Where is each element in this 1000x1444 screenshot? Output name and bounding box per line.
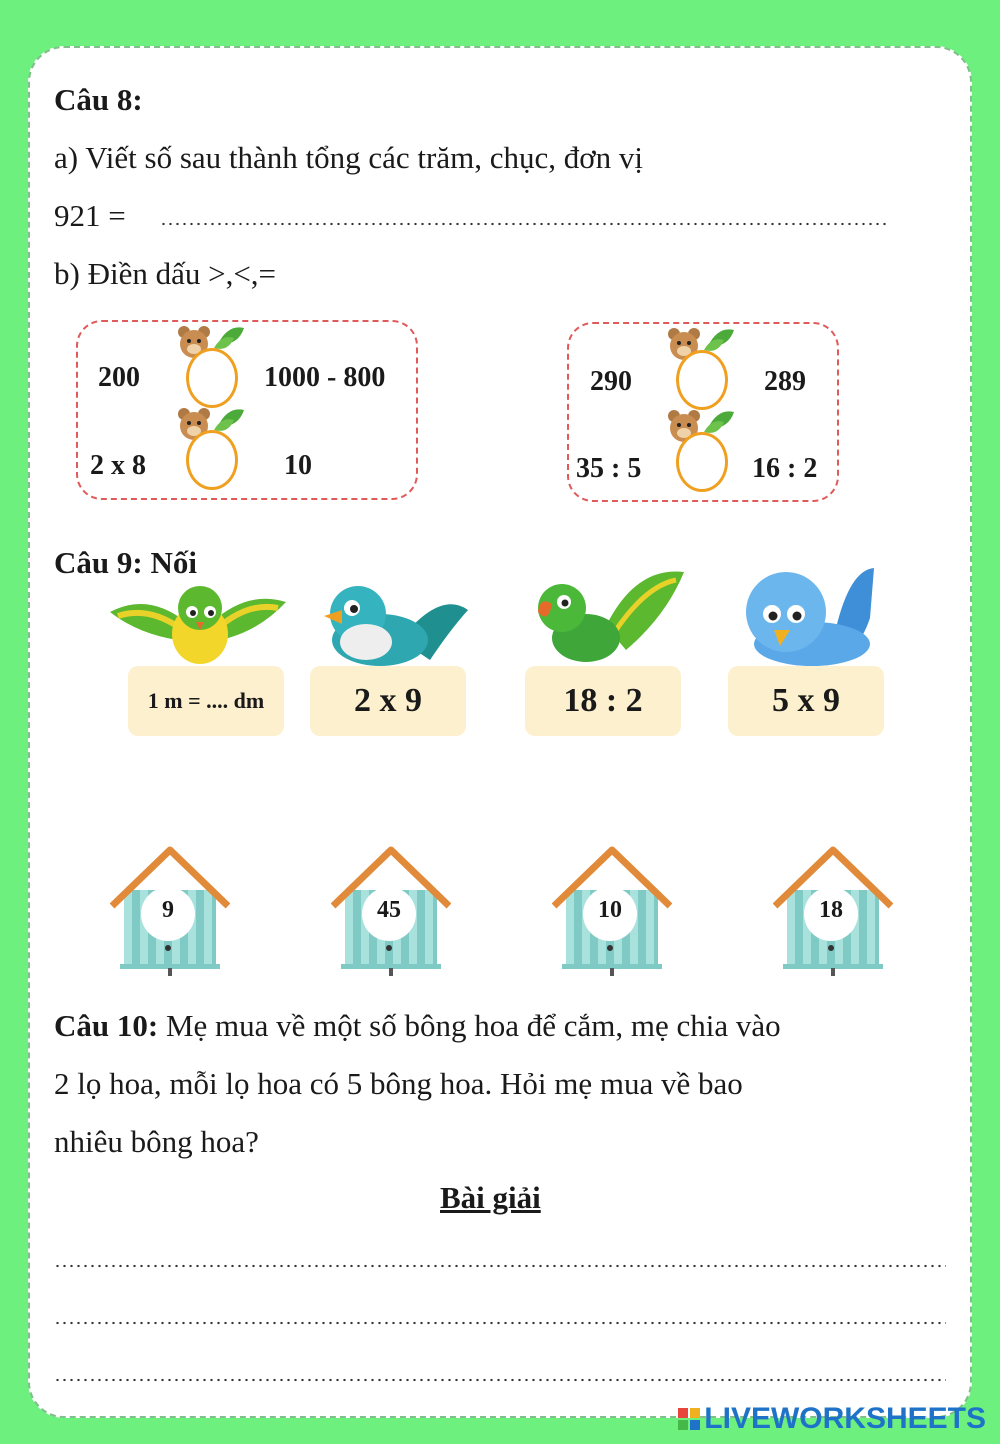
q10-line3: nhiêu bông hoa? [54,1124,259,1159]
compare-lhs: 35 : 5 [576,453,642,484]
q8-part-b: b) Điền dấu >,<,= [54,256,277,291]
q10-text: Mẹ mua về một số bông hoa để cắm, mẹ chia vào [158,1008,781,1043]
teal-bird-icon [320,580,470,666]
compare-rhs: 16 : 2 [752,453,818,484]
compare-sign-input[interactable] [186,430,238,490]
match-card[interactable] [128,666,284,736]
compare-rhs: 1000 - 800 [264,362,386,393]
answer-line[interactable] [54,1321,946,1325]
compare-sign-input[interactable] [676,432,728,492]
match-card-label: 1 m = .... dm [147,688,265,713]
match-card-label: 5 x 9 [772,682,840,719]
q8-part-a: a) Viết số sau thành tổng các trăm, chục, đơn vị [54,140,644,175]
answer-line[interactable] [54,1264,946,1268]
answer-line-921[interactable] [160,222,888,226]
q8-expr-a: 921 = [54,198,126,233]
birdhouse-number[interactable]: 9 [162,897,174,923]
logo-blocks-icon [678,1408,700,1430]
q10-line1 [54,1008,781,1044]
q9-title: Câu 9: Nối [54,545,197,580]
solution-title: Bài giải [440,1180,541,1215]
birdhouse-number[interactable]: 18 [819,897,843,923]
q10-title: Câu 10: [54,1008,159,1043]
compare-lhs: 2 x 8 [90,450,146,481]
q10-line2: 2 lọ hoa, mỗi lọ hoa có 5 bông hoa. Hỏi mẹ mua về bao [54,1066,743,1101]
match-card[interactable] [310,666,466,736]
compare-rhs: 289 [764,366,806,397]
green-parrot-icon [536,566,686,666]
match-card-label: 18 : 2 [563,682,643,719]
compare-sign-input[interactable] [186,348,238,408]
logo-text: LIVEWORKSHEETS [704,1402,986,1435]
compare-lhs: 200 [98,362,140,393]
birdhouse-number[interactable]: 10 [598,897,622,923]
match-card-label: 2 x 9 [354,682,422,719]
compare-lhs: 290 [590,366,632,397]
liveworksheets-logo [678,1402,986,1436]
compare-rhs: 10 [284,450,312,481]
answer-line[interactable] [54,1378,946,1382]
match-card[interactable] [728,666,884,736]
q8-title: Câu 8: [54,82,143,117]
match-card[interactable] [525,666,681,736]
birdhouse-number[interactable]: 45 [377,897,401,923]
compare-sign-input[interactable] [676,350,728,410]
blue-bird-icon [740,568,880,666]
yellow-bird-icon [108,582,288,666]
